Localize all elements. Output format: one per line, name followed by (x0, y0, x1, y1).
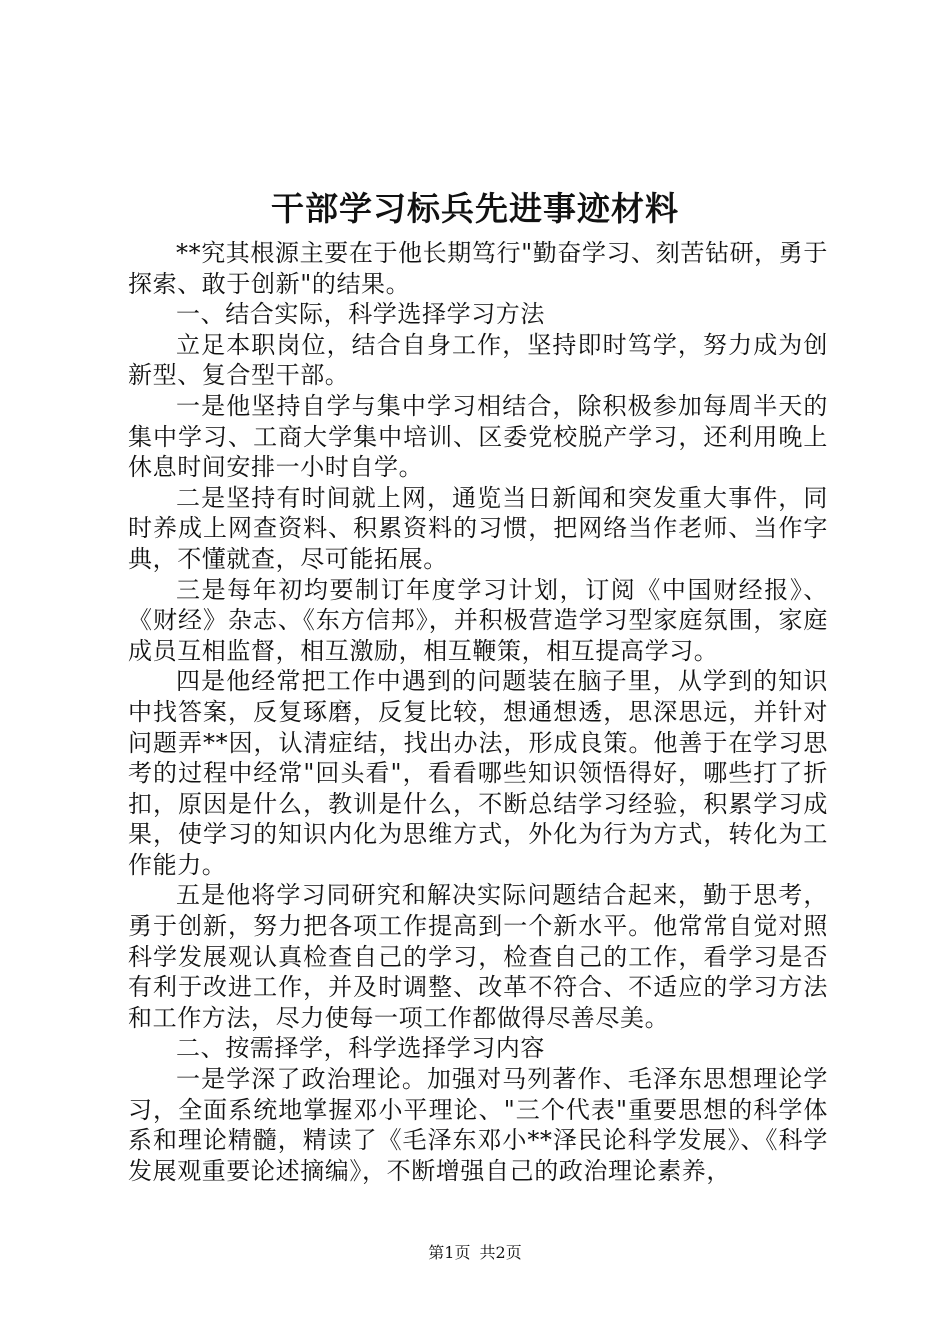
section-heading: 二、按需择学，科学选择学习内容 (176, 1034, 545, 1063)
paragraph: **究其根源主要在于他长期笃行"勤奋学习、刻苦钻研，勇于探索、敢于创新"的结果。 (128, 239, 828, 298)
page-footer (0, 1243, 950, 1263)
paragraph: 五是他将学习同研究和解决实际问题结合起来，勤于思考，勇于创新，努力把各项工作提高到一个新水平。他常常自觉对照科学发展观认真检查自己的学习，检查自己的工作，看学习是否有利于改进工作，并及时调整、改革不符合、不适应的学习方法和工作方法，尽力使每一项工作都做得尽善尽美。 (128, 881, 828, 1032)
paragraph: 四是他经常把工作中遇到的问题装在脑子里，从学到的知识中找答案，反复琢磨，反复比较，想通想透，思深思远，并针对问题弄**因，认清症结，找出办法，形成良策。他善于在学习思考的过程中经常"回头看"，看看哪些知识领悟得好，哪些打了折扣，原因是什么，教训是什么，不断总结学习经验，积累学习成果，使学习的知识内化为思维方式，外化为行为方式，转化为工作能力。 (128, 667, 828, 879)
paragraph: 二是坚持有时间就上网，通览当日新闻和突发重大事件，同时养成上网查资料、积累资料的习惯，把网络当作老师、当作字典，不懂就查，尽可能拓展。 (128, 483, 828, 573)
paragraph: 一是他坚持自学与集中学习相结合，除积极参加每周半天的集中学习、工商大学集中培训、区委党校脱产学习，还利用晚上休息时间安排一小时自学。 (128, 391, 828, 482)
document-body (128, 238, 828, 1186)
paragraph: 立足本职岗位，结合自身工作，坚持即时笃学，努力成为创新型、复合型干部。 (128, 330, 828, 390)
page-total: 共2页 (479, 1243, 522, 1262)
page-number: 第1页 (428, 1243, 471, 1262)
document-title: 干部学习标兵先进事迹材料 (271, 189, 679, 228)
section-heading: 一、结合实际，科学选择学习方法 (176, 300, 545, 329)
paragraph: 一是学深了政治理论。加强对马列著作、毛泽东思想理论学习，全面系统地掌握邓小平理论、"三个代表"重要思想的科学体系和理论精髓，精读了《毛泽东邓小**泽民论科学发展》、《科学发展观重要论述摘编》，不断增强自己的政治理论素养， (128, 1065, 828, 1185)
paragraph: 三是每年初均要制订年度学习计划，订阅《中国财经报》、《财经》杂志、《东方信邦》，并积极营造学习型家庭氛围，家庭成员互相监督，相互激励，相互鞭策，相互提高学习。 (128, 575, 828, 665)
